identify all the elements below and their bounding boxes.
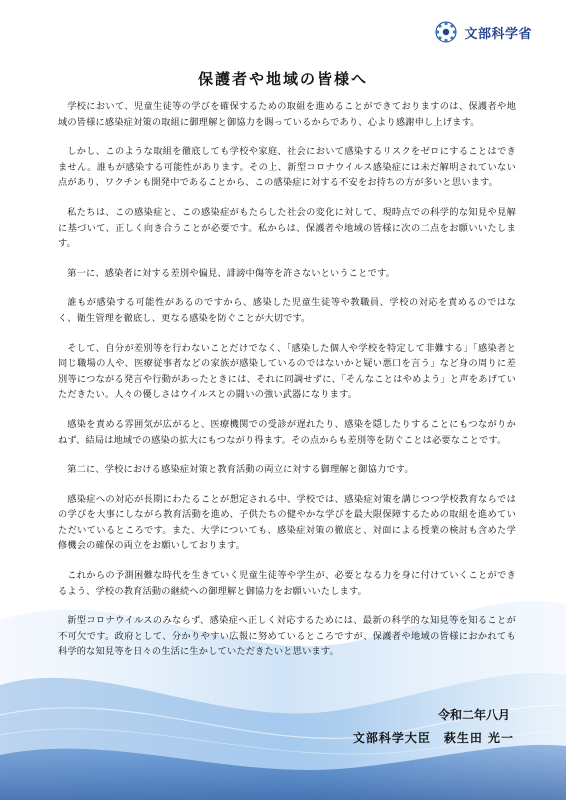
paragraph-2: しかし、このような取組を徹底しても学校や家庭、社会において感染するリスクをゼロにすることはできません。誰もが感染する可能性があります。その上、新型コロナウイルス感染症には未だ解明されていない点があり、ワクチンも開発中であることから、この感染症に対する不安をお持ちの方が多いと思います。 — [58, 146, 516, 189]
paragraph-9: 感染症への対応が長期にわたることが想定される中、学校では、感染症対策を講じつつ学校教育ならではの学びを大事にしながら教育活動を進め、子供たちの健やかな学びを最大限保障するための取組を進めていただいているところです。また、大学についても、感染症対策の徹底と、対面による授業の検討も含めた学修機会の確保の両立をお願いしております。 — [58, 493, 516, 552]
paragraph-10: これからの予測困難な時代を生きていく児童生徒等や学生が、必要となる力を身に付けていくことができるよう、学校の教育活動の継続への御理解と御協力をお願いいたします。 — [58, 570, 516, 597]
signatory: 文部科学大臣 萩生田 光一 — [352, 731, 514, 745]
paragraph-6: そして、自分が差別等を行わないことだけでなく、「感染した個人や学校を特定して非難する」「感染者と同じ職場の人や、医療従事者などの家族が感染しているのではないかと疑い悪口を言う」など身の周りに差別等につながる発言や行動があったときには、それに同調せずに、「そんなことはやめよう」と声をあげていただきたい。人々の優しさはウイルスとの闘いの強い武器になります。 — [58, 342, 516, 401]
paragraph-3: 私たちは、この感染症と、この感染症がもたらした社会の変化に対して、現時点での科学的な知見や見解に基づいて、正しく向き合うことが必要です。私からは、保護者や地域の皆様に次の二点をお願いいたします。 — [58, 206, 516, 250]
paragraph-11: 新型コロナウイルスのみならず、感染症へ正しく対応するためには、最新の科学的な知見等を知ることが不可欠です。政府として、分かりやすい広報に努めているところですが、保護者や地域の皆様におかれても科学的な知見等を日々の生活に生かしていただきたいと思います。 — [58, 615, 516, 658]
letter-body — [58, 99, 516, 674]
ministry-logo — [434, 20, 532, 44]
paragraph-5: 誰もが感染する可能性があるのですから、感染した児童生徒等や教職員、学校の対応を責めるのではなく、衛生管理を徹底し、更なる感染を防ぐことが大切です。 — [58, 297, 516, 324]
letter-title: 保護者や地域の皆様へ — [197, 70, 368, 88]
paragraph-8: 第二に、学校における感染症対策と教育活動の両立に対する御理解と御協力です。 — [67, 464, 414, 476]
letter-date: 令和二年八月 — [437, 708, 510, 722]
signature-block — [353, 706, 514, 746]
mext-logo-icon — [434, 20, 458, 44]
ministry-name: 文部科学省 — [464, 26, 532, 42]
paragraph-4: 第一に、感染者に対する差別や偏見、誹謗中傷等を許さないということです。 — [67, 267, 396, 279]
paragraph-1: 学校において、児童生徒等の学びを確保するための取組を進めることができておりますのは、保護者や地域の皆様に感染症対策の取組に御理解と御協力を賜っているからであり、心より感謝申し上げます。 — [58, 101, 516, 128]
paragraph-7: 感染を責める雰囲気が広がると、医療機関での受診が遅れたり、感染を隠したりすることにもつながりかねず、結局は地域での感染の拡大にもつながり得ます。その点からも差別等を防ぐことは必要なことです。 — [58, 418, 516, 446]
